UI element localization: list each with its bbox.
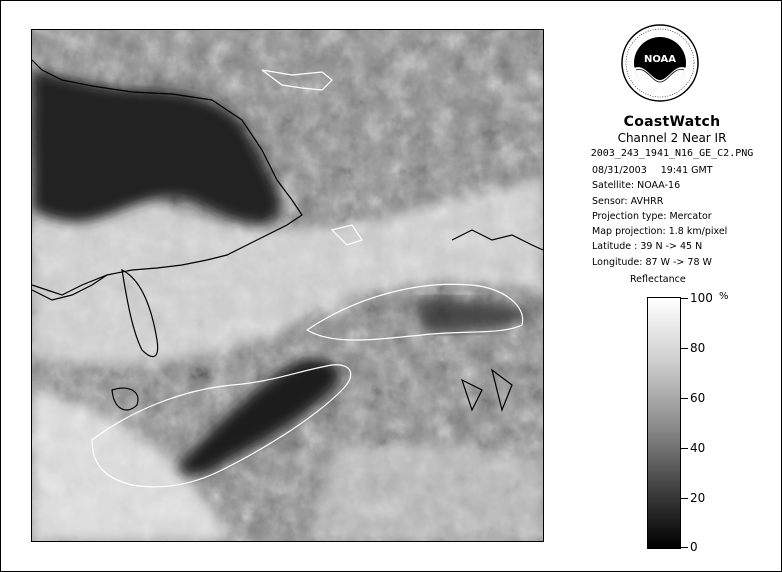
reflectance-colorbar	[647, 297, 681, 549]
legend-title: Reflectance	[630, 274, 686, 285]
channel-subtitle: Channel 2 Near IR	[617, 131, 727, 145]
metadata-list	[592, 163, 727, 270]
sensor-text: Sensor: AVHRR	[592, 195, 664, 207]
satellite-map	[31, 29, 544, 542]
satellite-text: Satellite: NOAA-16	[592, 180, 681, 192]
tick-mark	[681, 398, 688, 399]
info-panel	[562, 114, 782, 159]
longitude-text: Longitude: 87 W -> 78 W	[592, 256, 712, 268]
file-name: 2003_243_1941_N16_GE_C2.PNG	[590, 148, 754, 159]
tick-label: 40	[690, 441, 706, 455]
tick-label: 20	[690, 491, 706, 505]
map-projection-text: Map projection: 1.8 km/pixel	[592, 226, 728, 238]
cloud-southeast	[312, 441, 543, 541]
tick-label: 80	[690, 341, 706, 355]
tick-mark	[681, 448, 688, 449]
tick-label: 100	[690, 291, 713, 305]
date-time-row	[592, 163, 727, 178]
projection-type-text: Projection type: Mercator	[592, 210, 712, 222]
logo-text: NOAA	[643, 54, 677, 65]
noaa-logo	[620, 18, 700, 108]
tick-label: 0	[690, 540, 698, 554]
date-text: 08/31/2003	[592, 165, 647, 176]
time-text: 19:41 GMT	[660, 165, 713, 176]
tick-mark	[681, 498, 688, 499]
legend-unit: %	[719, 291, 729, 302]
tick-mark	[681, 298, 688, 299]
tick-mark	[681, 547, 688, 548]
tick-mark	[681, 348, 688, 349]
tick-label: 60	[690, 391, 706, 405]
latitude-text: Latitude : 39 N -> 45 N	[592, 241, 703, 253]
map-svg	[32, 30, 543, 541]
product-title: CoastWatch	[623, 114, 721, 130]
noaa-seal-icon	[620, 18, 700, 108]
